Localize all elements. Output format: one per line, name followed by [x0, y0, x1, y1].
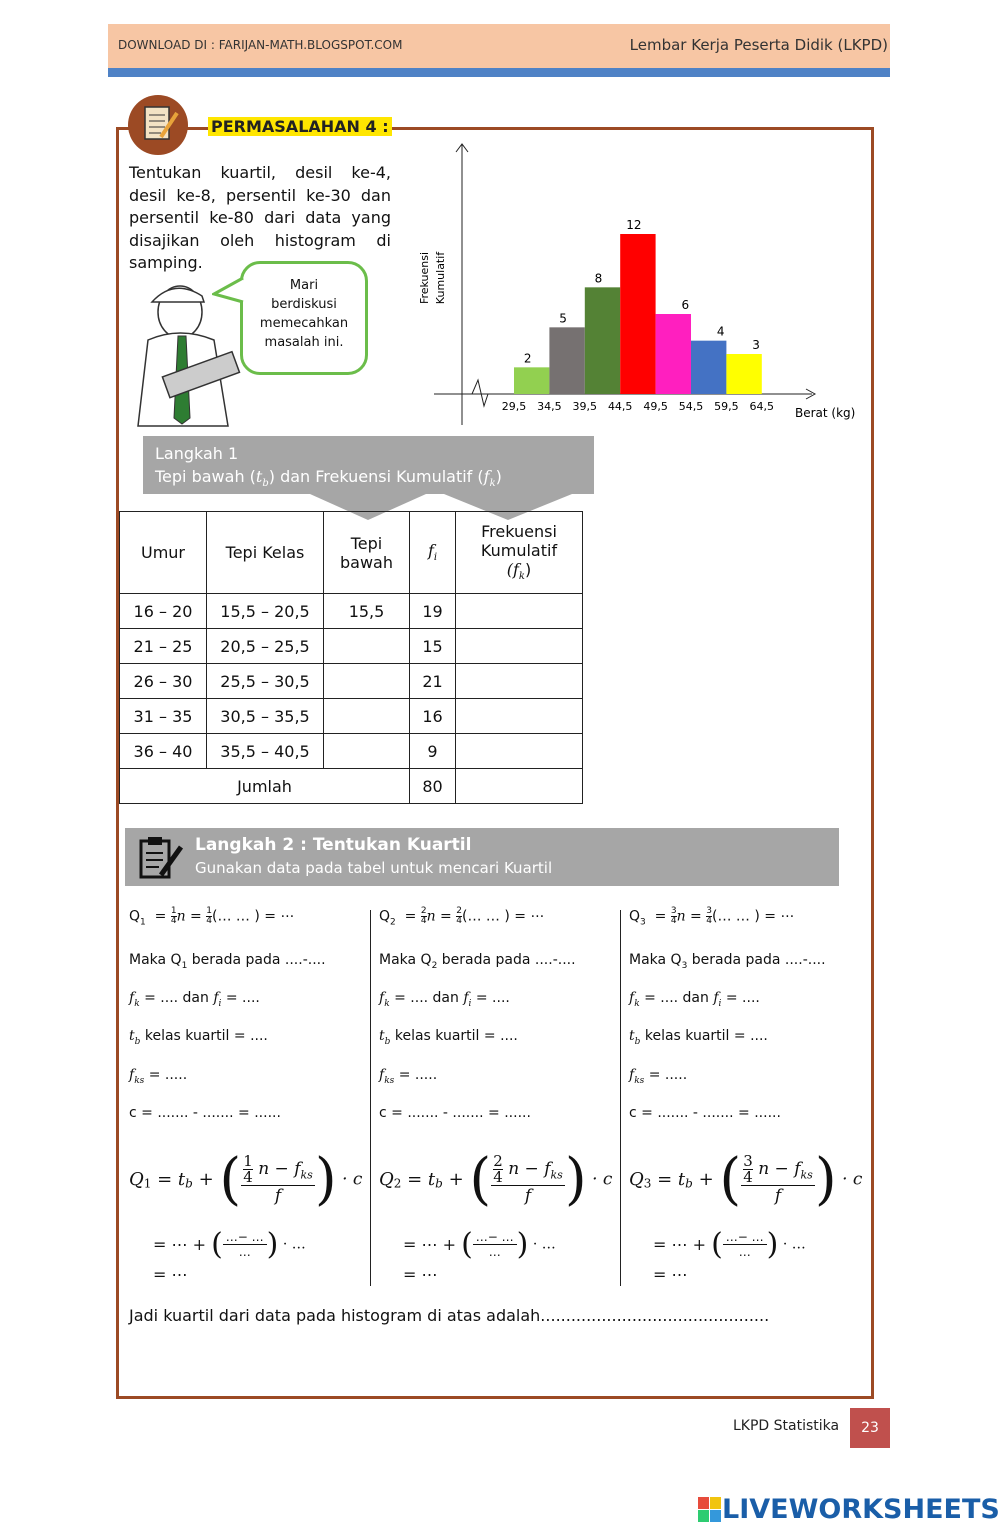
quartile-result-line[interactable]: = ⋯	[653, 1265, 688, 1284]
conclusion-text	[129, 1306, 769, 1325]
cell-fk[interactable]	[456, 664, 583, 699]
histogram-bar	[549, 327, 584, 394]
bubble-line: masalah ini.	[264, 335, 344, 350]
table-row	[120, 664, 583, 699]
histogram-bar	[656, 314, 691, 394]
quartile-main-formula: $Q_3 = t_b$ + ( $\frac{3}{4}$ $n - f_{ks}$ f ) · c	[629, 1147, 863, 1212]
cell-umur: 36 – 40	[120, 734, 207, 769]
step1-banner	[143, 436, 594, 494]
header-title: Lembar Kerja Peserta Didik (LKPD)	[629, 36, 888, 54]
fraction-denominator: 4	[670, 916, 677, 926]
quartile-main-formula: $Q_1 = t_b$ + ( $\frac{1}{4}$ $n - f_{ks}$ f ) · c	[129, 1147, 363, 1212]
bubble-line: Mari	[289, 278, 319, 293]
liveworksheets-wordmark: LIVEWORKSHEETS	[722, 1494, 1000, 1525]
cell-tepi-bawah[interactable]	[324, 629, 410, 664]
step1-title: Langkah 1	[155, 444, 239, 463]
frequency-table	[119, 511, 583, 804]
fk-fi-line: $f_k$ = .... dan $f_i$ = ....	[379, 990, 510, 1009]
quartile-substitution-line[interactable]: = ⋯ + ( …− … … ) · …	[153, 1227, 306, 1262]
cell-umur: 31 – 35	[120, 699, 207, 734]
step2-banner	[125, 828, 839, 886]
class-width-line: c = ....... - ....... = ......	[379, 1105, 531, 1121]
quartile-position-formula: $Q_2$ = $\frac{2}{4}$ n = $\frac{2}{4}$ (… … ) = ⋯	[379, 906, 545, 928]
conclusion-rest[interactable]: kuartil dari data pada histogram di atas adalah.............................................	[158, 1306, 770, 1325]
fraction-numerator: 3	[706, 906, 712, 916]
cell-fk[interactable]	[456, 699, 583, 734]
bar-value-label: 5	[559, 311, 567, 326]
quartile-position-formula: $Q_3$ = $\frac{3}{4}$ n = $\frac{3}{4}$ (… … ) = ⋯	[629, 906, 795, 928]
fraction-denominator: 4	[420, 916, 427, 926]
table-header-row	[120, 512, 583, 594]
cell-fi: 21	[410, 664, 456, 699]
quartile-main-formula: $Q_2 = t_b$ + ( $\frac{2}{4}$ $n - f_{ks}$ f ) · c	[379, 1147, 613, 1212]
step1-subtitle-part: )	[495, 467, 502, 486]
cell-umur: 21 – 25	[120, 629, 207, 664]
page-number: 23	[850, 1408, 890, 1448]
fk-open: (f	[506, 560, 519, 580]
cell-fi: 9	[410, 734, 456, 769]
cell-tepi-kelas: 20,5 – 25,5	[207, 629, 324, 664]
speech-bubble	[240, 261, 368, 375]
cell-tepi-bawah[interactable]	[324, 699, 410, 734]
cell-fi: 15	[410, 629, 456, 664]
x-tick-label: 64,5	[749, 400, 775, 413]
quartile-result-line[interactable]: = ⋯	[153, 1265, 188, 1284]
cell-jumlah-label: Jumlah	[120, 769, 410, 804]
cell-fk[interactable]	[456, 629, 583, 664]
header-fi	[410, 512, 456, 594]
header-tepi-bawah: Tepi bawah	[324, 512, 410, 594]
quartile-class-line: Maka $Q_1$ berada pada ....-....	[129, 952, 326, 971]
table-row	[120, 629, 583, 664]
y-axis-label-line: Frekuensi	[418, 251, 431, 305]
liveworksheets-logo	[698, 1494, 1000, 1525]
problem-title: PERMASALAHAN 4 :	[208, 117, 392, 136]
histogram-chart	[408, 140, 868, 430]
liveworksheets-icon	[698, 1497, 722, 1523]
x-tick-label: 59,5	[714, 400, 739, 413]
header-umur: Umur	[120, 512, 207, 594]
bubble-line: memecahkan	[259, 316, 349, 331]
class-width-line: c = ....... - ....... = ......	[129, 1105, 281, 1121]
fk-fi-line: $f_k$ = .... dan $f_i$ = ....	[629, 990, 760, 1009]
quartile-substitution-line[interactable]: = ⋯ + ( …− … … ) · …	[653, 1227, 806, 1262]
cell-tepi-bawah[interactable]: 15,5	[324, 594, 410, 629]
cell-fi: 19	[410, 594, 456, 629]
fi-subscript: i	[433, 552, 438, 564]
cell-fi: 16	[410, 699, 456, 734]
x-tick-label: 34,5	[537, 400, 562, 413]
header-download-text: DOWNLOAD DI : FARIJAN-MATH.BLOGSPOT.COM	[118, 38, 403, 52]
step1-subtitle	[155, 467, 502, 489]
table-row	[120, 734, 583, 769]
quartile-class-line: Maka $Q_2$ berada pada ....-....	[379, 952, 576, 971]
quartile-class-line: Maka $Q_3$ berada pada ....-....	[629, 952, 826, 971]
cell-tepi-bawah[interactable]	[324, 734, 410, 769]
quartile-position-formula: $Q_1$ = $\frac{1}{4}$ n = $\frac{1}{4}$ (… … ) = ⋯	[129, 906, 295, 928]
fraction-numerator: 2	[456, 906, 462, 916]
tb-line: $t_b$ kelas kuartil = ....	[379, 1028, 518, 1047]
tb-line: $t_b$ kelas kuartil = ....	[629, 1028, 768, 1047]
cell-tepi-kelas: 25,5 – 30,5	[207, 664, 324, 699]
cell-umur: 26 – 30	[120, 664, 207, 699]
histogram-bar	[620, 234, 655, 394]
cell-umur: 16 – 20	[120, 594, 207, 629]
step2-subtitle: Gunakan data pada tabel untuk mencari Kuartil	[195, 859, 553, 877]
quartile-result-line[interactable]: = ⋯	[403, 1265, 438, 1284]
bar-value-label: 3	[752, 338, 760, 352]
fraction-denominator: 4	[456, 916, 462, 926]
fk-subscript: k	[518, 571, 525, 583]
bubble-tail	[212, 276, 246, 306]
cell-tepi-kelas: 35,5 – 40,5	[207, 734, 324, 769]
fks-line: $f_{ks}$ = .....	[379, 1067, 438, 1086]
fraction-numerator: 2	[420, 906, 427, 916]
x-tick-label: 49,5	[643, 400, 668, 413]
step1-subtitle-part: ) dan Frekuensi Kumulatif (	[268, 467, 484, 486]
cell-jumlah-fk[interactable]	[456, 769, 583, 804]
fraction-denominator: 4	[206, 916, 212, 926]
fks-line: $f_{ks}$ = .....	[129, 1067, 188, 1086]
histogram-bar	[726, 354, 761, 394]
notepad-icon	[128, 95, 188, 155]
fk-symbol: f	[483, 467, 490, 486]
bar-value-label: 12	[626, 218, 642, 232]
fk-close: )	[524, 560, 532, 580]
histogram-bar	[585, 287, 620, 394]
header-frekuensi-kumulatif	[456, 512, 583, 594]
x-tick-label: 54,5	[678, 400, 704, 413]
fraction-denominator: 4	[170, 916, 177, 926]
table-row	[120, 699, 583, 734]
cell-jumlah-value: 80	[410, 769, 456, 804]
tb-symbol: t	[255, 467, 263, 486]
quartile-substitution-line[interactable]: = ⋯ + ( …− … … ) · …	[403, 1227, 556, 1262]
histogram-bar	[691, 341, 726, 394]
histogram-bar	[514, 367, 549, 394]
bar-value-label: 8	[594, 271, 603, 286]
tb-line: $t_b$ kelas kuartil = ....	[129, 1028, 268, 1047]
bar-value-label: 2	[523, 351, 532, 366]
fraction-numerator: 3	[670, 906, 677, 916]
cell-fk[interactable]	[456, 734, 583, 769]
step2-title: Langkah 2 : Tentukan Kuartil	[195, 835, 472, 855]
fraction-numerator: 1	[206, 906, 212, 916]
header-tepi-kelas: Tepi Kelas	[207, 512, 324, 594]
x-tick-label: 29,5	[501, 400, 527, 413]
bubble-line: berdiskusi	[271, 297, 337, 312]
cell-fk[interactable]	[456, 594, 583, 629]
class-width-line: c = ....... - ....... = ......	[629, 1105, 781, 1121]
fraction-numerator: 1	[170, 906, 177, 916]
table-row	[120, 594, 583, 629]
conclusion-lead: Jadi	[129, 1306, 159, 1325]
bar-value-label: 6	[681, 298, 690, 312]
clipboard-pencil-icon	[137, 835, 185, 883]
x-tick-label: 39,5	[572, 400, 598, 413]
footer-label: LKPD Statistika	[733, 1418, 840, 1434]
y-axis-label-line: Kumulatif	[434, 251, 447, 305]
x-tick-label: 44,5	[607, 400, 633, 413]
axis-break-icon	[472, 380, 488, 406]
fks-line: $f_{ks}$ = .....	[629, 1067, 688, 1086]
fraction-denominator: 4	[706, 916, 712, 926]
header-fk-label: Frekuensi Kumulatif	[480, 522, 558, 561]
x-axis-label: Berat (kg)	[795, 406, 856, 420]
header-rule	[108, 68, 890, 77]
column-divider	[370, 910, 371, 1286]
table-total-row	[120, 769, 583, 804]
header-fk-symbol	[456, 560, 582, 582]
problem-text: Tentukan kuartil, desil ke-4, desil ke-8, persentil ke-30 dan persentil ke-80 dari data yang disajikan oleh histogram di samping.	[129, 163, 391, 272]
column-divider	[620, 910, 621, 1286]
tb-subscript: b	[262, 478, 269, 490]
step1-subtitle-part: Tepi bawah (	[155, 467, 256, 486]
fk-fi-line: $f_k$ = .... dan $f_i$ = ....	[129, 990, 260, 1009]
cell-tepi-kelas: 30,5 – 35,5	[207, 699, 324, 734]
cell-tepi-kelas: 15,5 – 20,5	[207, 594, 324, 629]
bar-value-label: 4	[716, 324, 725, 339]
cell-tepi-bawah[interactable]	[324, 664, 410, 699]
fi-symbol: f	[427, 541, 434, 561]
fk-subscript: k	[489, 478, 496, 490]
